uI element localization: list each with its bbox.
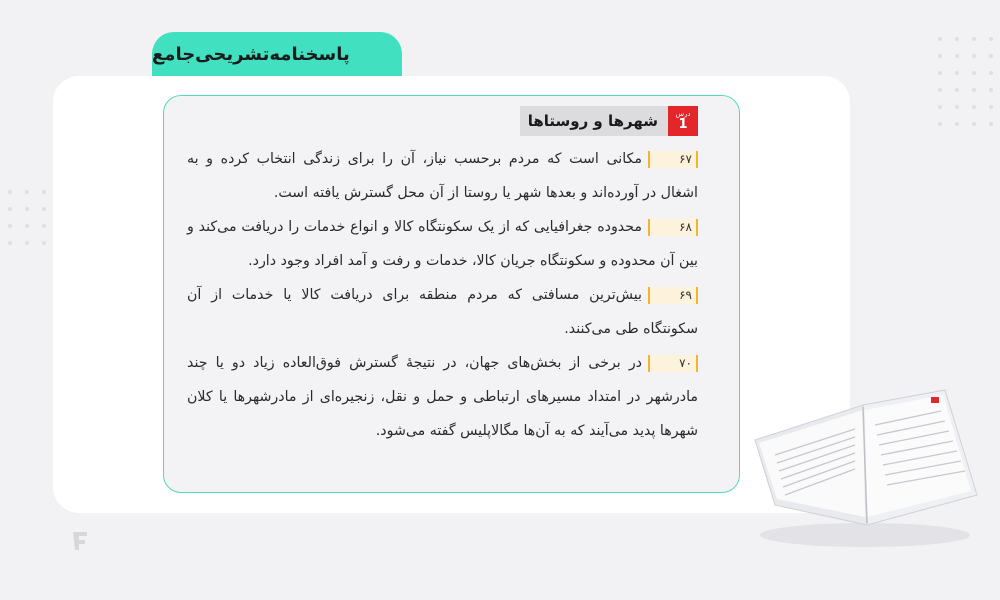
answer-item	[187, 142, 698, 210]
question-number: ۶۸	[648, 219, 698, 236]
site-logo-watermark	[58, 528, 102, 572]
answer-item	[187, 210, 698, 278]
answer-text: مکانی است که مردم برحسب نیاز، آن را برای زندگی انتخاب کرده و به اشغال در آورده‌اند و بعدها شهر یا روستا از آن محل گسترش یافته است.	[187, 151, 698, 201]
lesson-title: شهرها و روستاها	[527, 112, 658, 130]
answer-item	[187, 346, 698, 448]
page-title-tab	[152, 32, 402, 76]
lesson-header	[520, 106, 698, 136]
lesson-badge-word: درس	[675, 110, 691, 118]
answers-list	[187, 142, 698, 448]
question-number: ۷۰	[648, 355, 698, 372]
open-book-illustration	[745, 385, 985, 555]
lesson-number-badge	[668, 106, 698, 136]
answer-text: بیش‌ترین مسافتی که مردم منطقه برای دریافت کالا یا خدمات از آن سکونتگاه طی می‌کنند.	[187, 287, 698, 337]
question-number: ۶۹	[648, 287, 698, 304]
question-number: ۶۷	[648, 151, 698, 168]
lesson-title-bar	[520, 106, 668, 136]
page-title: پاسخنامه‌تشریحی‌جامع	[152, 43, 350, 65]
logo-icon	[67, 528, 93, 554]
answer-text: در برخی از بخش‌های جهان، در نتیجهٔ گسترش فوق‌العاده زیاد دو یا چند مادرشهر در امتداد مسیرهای ارتباطی و حمل و نقل، زنجیره‌ای از مادرشهرها یا کلان شهرها پدید می‌آیند که به آن‌ها مگالاپلیس گفته می‌شود.	[187, 355, 698, 439]
lesson-badge-number: 1	[678, 117, 688, 132]
answer-item	[187, 278, 698, 346]
answer-text: محدوده جغرافیایی که از یک سکونتگاه کالا و انواع خدمات را دریافت می‌کند و بین آن محدوده و سکونتگاه جریان کالا، خدمات و رفت و آمد افراد وجود دارد.	[187, 219, 698, 269]
